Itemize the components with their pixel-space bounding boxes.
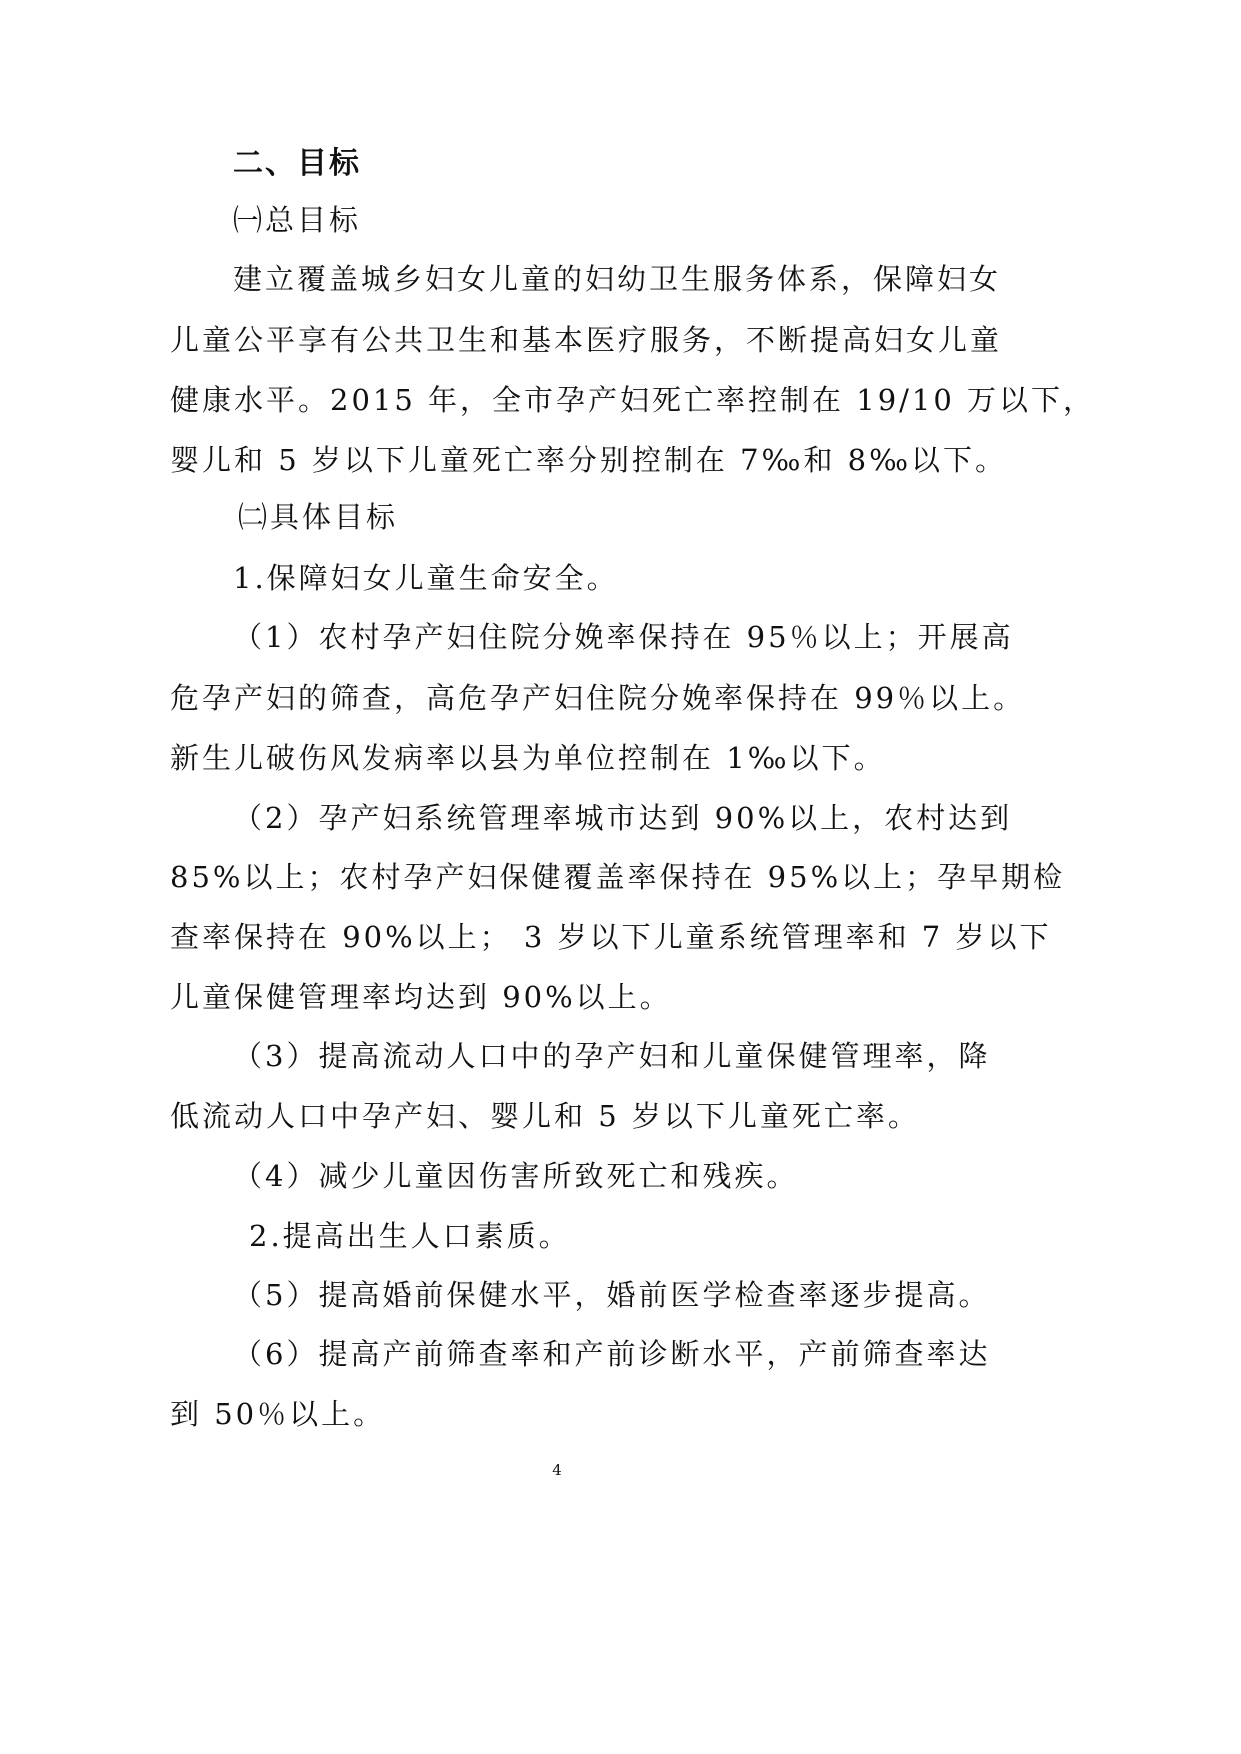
list-item-line: 儿童保健管理率均达到 90%以上。 <box>170 980 672 1014</box>
list-item-line: 85%以上；农村孕产妇保健覆盖率保持在 95%以上；孕早期检 <box>170 860 1066 894</box>
subsection-1-title: ㈠总目标 <box>233 203 362 237</box>
goal-1-title: 1.保障妇女儿童生命安全。 <box>233 561 619 595</box>
paragraph-line: 建立覆盖城乡妇女儿童的妇幼卫生服务体系，保障妇女 <box>233 262 1002 296</box>
list-item: （4）减少儿童因伤害所致死亡和残疾。 <box>233 1159 799 1193</box>
list-item-line: 危孕产妇的筛查，高危孕产妇住院分娩率保持在 99％以上。 <box>170 681 1026 715</box>
list-item-line: 低流动人口中孕产妇、婴儿和 5 岁以下儿童死亡率。 <box>170 1099 920 1133</box>
list-item-line: 到 50％以上。 <box>170 1397 386 1431</box>
paragraph-line: 健康水平。2015 年，全市孕产妇死亡率控制在 19/10 万以下， <box>170 383 1096 417</box>
list-item-line: 查率保持在 90%以上； 3 岁以下儿童系统管理率和 7 岁以下 <box>170 920 1052 954</box>
subsection-2-title: ㈡具体目标 <box>238 500 399 534</box>
list-item-line: （6）提高产前筛查率和产前诊断水平，产前筛查率达 <box>233 1337 991 1371</box>
list-item-line: 新生儿破伤风发病率以县为单位控制在 1‰以下。 <box>170 741 886 775</box>
list-item: （5）提高婚前保健水平，婚前医学检查率逐步提高。 <box>233 1278 991 1312</box>
paragraph-line: 婴儿和 5 岁以下儿童死亡率分别控制在 7‰和 8‰以下。 <box>170 443 1008 477</box>
section-heading: 二、目标 <box>233 146 361 181</box>
paragraph-line: 儿童公平享有公共卫生和基本医疗服务，不断提高妇女儿童 <box>170 323 1003 357</box>
list-item-line: （2）孕产妇系统管理率城市达到 90%以上，农村达到 <box>233 801 1013 835</box>
page-number: 4 <box>552 1461 562 1479</box>
list-item-line: （1）农村孕产妇住院分娩率保持在 95％以上；开展高 <box>233 620 1014 654</box>
goal-2-title: 2.提高出生人口素质。 <box>249 1219 571 1253</box>
list-item-line: （3）提高流动人口中的孕产妇和儿童保健管理率，降 <box>233 1039 991 1073</box>
